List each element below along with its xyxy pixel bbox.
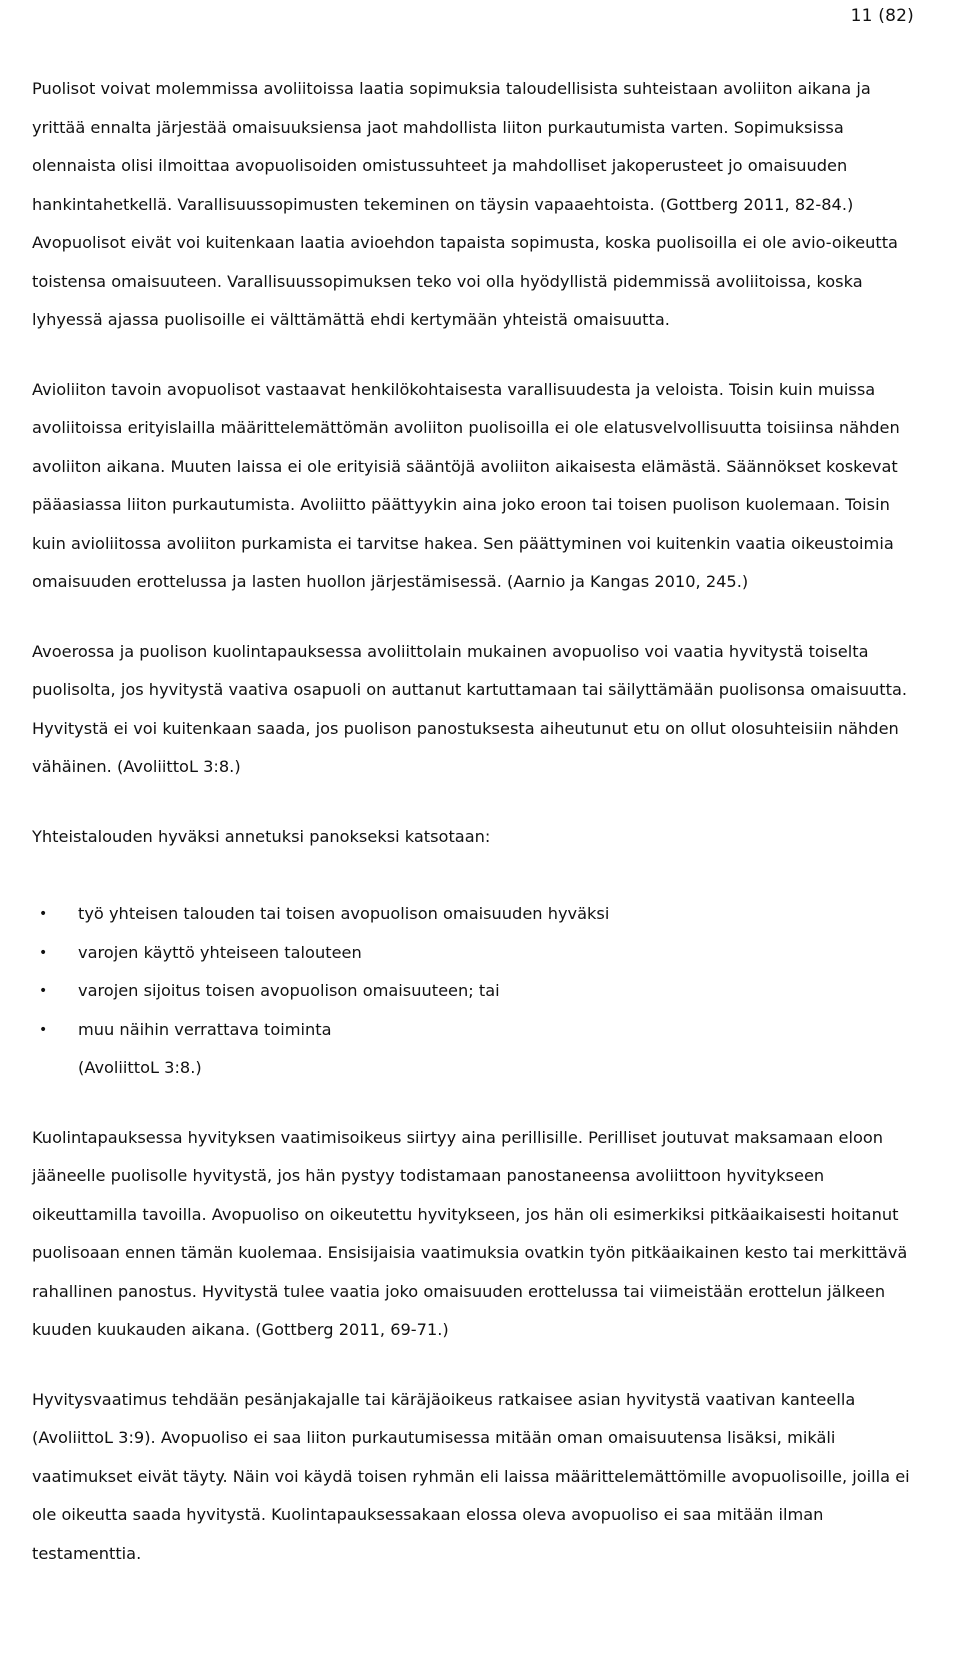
page-number: 11 (82) bbox=[850, 6, 914, 26]
list-item-text: varojen käyttö yhteiseen talouteen bbox=[78, 942, 362, 962]
paragraph-contribution-intro: Yhteistalouden hyväksi annetuksi panokseksi katsotaan: bbox=[32, 826, 491, 846]
list-item bbox=[32, 972, 922, 1011]
bullet-icon: • bbox=[39, 906, 48, 922]
list-reference: (AvoliittoL 3:8.) bbox=[78, 1058, 202, 1077]
paragraph-death-compensation: Kuolintapauksessa hyvityksen vaatimisoikeus siirtyy aina perillisille. Perilliset joutuvat maksamaan eloon jääneelle puolisolle hyvitystä, jos hän pystyy todistamaan panostaneensa avoliittoon hyvitykseen oikeuttamilla tavoilla. Avopuoliso on oikeutettu hyvitykseen, jos hän oli esimerkiksi pitkäaikaisesti hoitanut puolisoaan ennen tämän kuolemaa. Ensisijaisia vaatimuksia ovatkin työn pitkäaikainen kesto tai merkittävä rahallinen panostus. Hyvitystä tulee vaatia joko omaisuuden erottelussa tai viimeistään erottelun jälkeen kuuden kuukauden aikana. (Gottberg 2011, 69-71.) bbox=[32, 1127, 908, 1339]
paragraph-compensation-claim: Hyvitysvaatimus tehdään pesänjakajalle tai käräjäoikeus ratkaisee asian hyvitystä vaativan kanteella (AvoliittoL 3:9). Avopuoliso ei saa liiton purkautumisessa mitään oman omaisuutensa lisäksi, mikäli vaatimukset eivät täyty. Näin voi käydä toisen ryhmän eli laissa määrittelemättömille avopuolisoille, joilla ei ole oikeutta saada hyvitystä. Kuolintapauksessakaan elossa oleva avopuoliso ei saa mitään ilman testamenttia. bbox=[32, 1389, 910, 1563]
list-item-text: työ yhteisen talouden tai toisen avopuolison omaisuuden hyväksi bbox=[78, 904, 610, 923]
bullet-icon: • bbox=[39, 1021, 48, 1038]
contribution-list bbox=[32, 895, 922, 1049]
paragraph-cohabitation-agreements: Puolisot voivat molemmissa avoliitoissa laatia sopimuksia taloudellisista suhteistaan avoliiton aikana ja yrittää ennalta järjestää omaisuuksiensa jaot mahdollista liiton purkautumista varten. Sopimuksissa olennaista olisi ilmoittaa avopuolisoiden omistussuhteet ja mahdolliset jakoperusteet jo omaisuuden hankintahetkellä. Varallisuussopimusten tekeminen on täysin vapaaehtoista. (Gottberg 2011, 82-84.) Avopuolisot eivät voi kuitenkaan laatia avioehdon tapaista sopimusta, koska puolisoilla ei ole avio-oikeutta toistensa omaisuuteen. Varallisuussopimuksen teko voi olla hyödyllistä pidemmissä avoliitoissa, koska lyhyessä ajassa puolisoille ei välttämättä ehdi kertymään yhteistä omaisuutta. bbox=[32, 79, 898, 329]
list-item-text: muu näihin verrattava toiminta bbox=[78, 1019, 332, 1039]
list-item bbox=[32, 895, 922, 934]
bullet-icon: • bbox=[39, 983, 48, 999]
list-item bbox=[32, 1011, 922, 1050]
list-item-text: varojen sijoitus toisen avopuolison omaisuuteen; tai bbox=[78, 981, 500, 1000]
document-body bbox=[32, 70, 922, 1573]
paragraph-liabilities: Avioliiton tavoin avopuolisot vastaavat henkilökohtaisesta varallisuudesta ja veloista. Toisin kuin muissa avoliitoissa erityislailla määrittelemättömän avoliiton puolisoilla ei ole elatusvelvollisuutta toisiinsa nähden avoliiton aikana. Muuten laissa ei ole erityisiä sääntöjä avoliiton aikaisesta elämästä. Säännökset koskevat pääasiassa liiton purkautumista. Avoliitto päättyykin aina joko eroon tai toisen puolison kuolemaan. Toisin kuin avioliitossa avoliiton purkamista ei tarvitse hakea. Sen päättyminen voi kuitenkin vaatia oikeustoimia omaisuuden erottelussa ja lasten huollon järjestämisessä. (Aarnio ja Kangas 2010, 245.) bbox=[32, 379, 900, 591]
list-item bbox=[32, 934, 922, 973]
bullet-icon: • bbox=[39, 944, 48, 961]
paragraph-compensation: Avoerossa ja puolison kuolintapauksessa avoliittolain mukainen avopuoliso voi vaatia hyvitystä toiselta puolisolta, jos hyvitystä vaativa osapuoli on auttanut kartuttamaan tai säilyttämään puolisonsa omaisuutta. Hyvitystä ei voi kuitenkaan saada, jos puolison panostuksesta aiheutunut etu on ollut olosuhteisiin nähden vähäinen. (AvoliittoL 3:8.) bbox=[32, 641, 908, 776]
